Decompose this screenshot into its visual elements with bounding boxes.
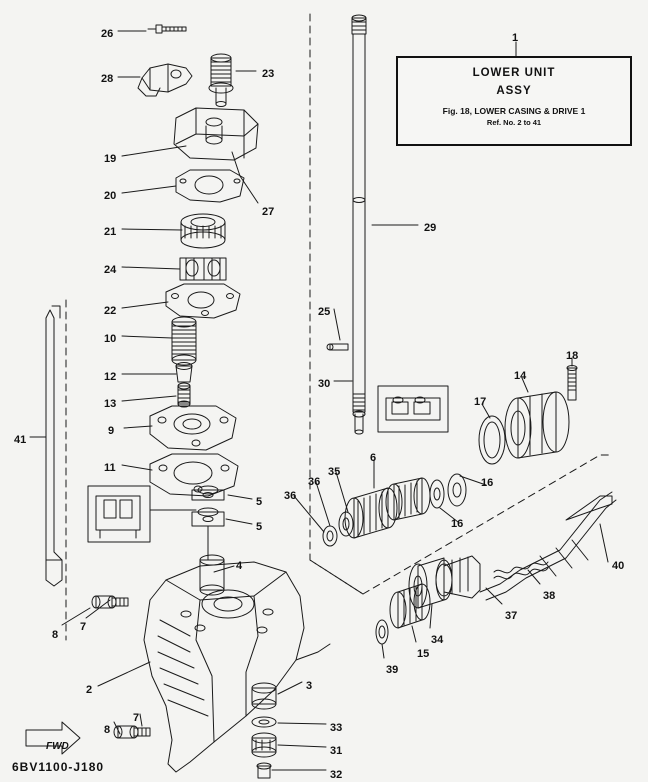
title-line-1: LOWER UNIT — [472, 67, 556, 79]
callout-number: 25 — [318, 306, 331, 318]
callout-number: 12 — [104, 371, 117, 383]
callout-number: 1 — [512, 32, 519, 44]
callout-number: 26 — [101, 28, 114, 40]
callout-number: 40 — [612, 560, 625, 572]
callout-number: 31 — [330, 745, 343, 757]
callout-number: 37 — [505, 610, 518, 622]
callout-number: 14 — [514, 370, 527, 382]
diagram-code: 6BV1100-J180 — [12, 760, 105, 774]
callout-number: 13 — [104, 398, 117, 410]
callout-number: 9 — [108, 425, 115, 437]
callout-number: 2 — [86, 684, 93, 696]
callout-number: 4 — [236, 560, 243, 572]
callout-number: 23 — [262, 68, 275, 80]
callout-number: 38 — [543, 590, 556, 602]
callout-number: 32 — [330, 769, 343, 781]
callout-number: 33 — [330, 722, 343, 734]
callout-number: 24 — [104, 264, 117, 276]
callout-number: 19 — [104, 153, 117, 165]
callout-number: 20 — [104, 190, 117, 202]
callout-number: 10 — [104, 333, 117, 345]
callout-number: 36 — [308, 476, 321, 488]
callout-number: 5 — [256, 521, 263, 533]
callout-number: 7 — [133, 712, 140, 724]
callout-number: 28 — [101, 73, 114, 85]
title-line-3: Fig. 18, LOWER CASING & DRIVE 1 — [442, 106, 586, 116]
callout-number: 29 — [424, 222, 437, 234]
callout-number: 8 — [52, 629, 59, 641]
callout-number: 21 — [104, 226, 117, 238]
callout-number: 8 — [104, 724, 111, 736]
callout-number: 35 — [328, 466, 341, 478]
callout-number: 5 — [256, 496, 263, 508]
callout-number: 7 — [80, 621, 87, 633]
callout-number: 6 — [370, 452, 377, 464]
callout-number: 3 — [306, 680, 313, 692]
title-line-4: Ref. No. 2 to 41 — [486, 118, 542, 127]
fwd-arrow-label: FWD — [46, 741, 69, 752]
callout-number: 11 — [104, 462, 116, 474]
title-line-2: ASSY — [496, 85, 532, 97]
callout-number: 39 — [386, 664, 399, 676]
callout-number: 34 — [431, 634, 444, 646]
callout-number: 16 — [451, 518, 464, 530]
title-block — [396, 56, 632, 146]
callout-number: 41 — [14, 434, 27, 446]
callout-number: 15 — [417, 648, 430, 660]
callout-number: 18 — [566, 350, 579, 362]
callout-number: 36 — [284, 490, 297, 502]
callout-number: 16 — [481, 477, 494, 489]
callout-number: 27 — [262, 206, 275, 218]
callout-number: 17 — [474, 396, 487, 408]
callout-number: 22 — [104, 305, 117, 317]
callout-number: 30 — [318, 378, 331, 390]
